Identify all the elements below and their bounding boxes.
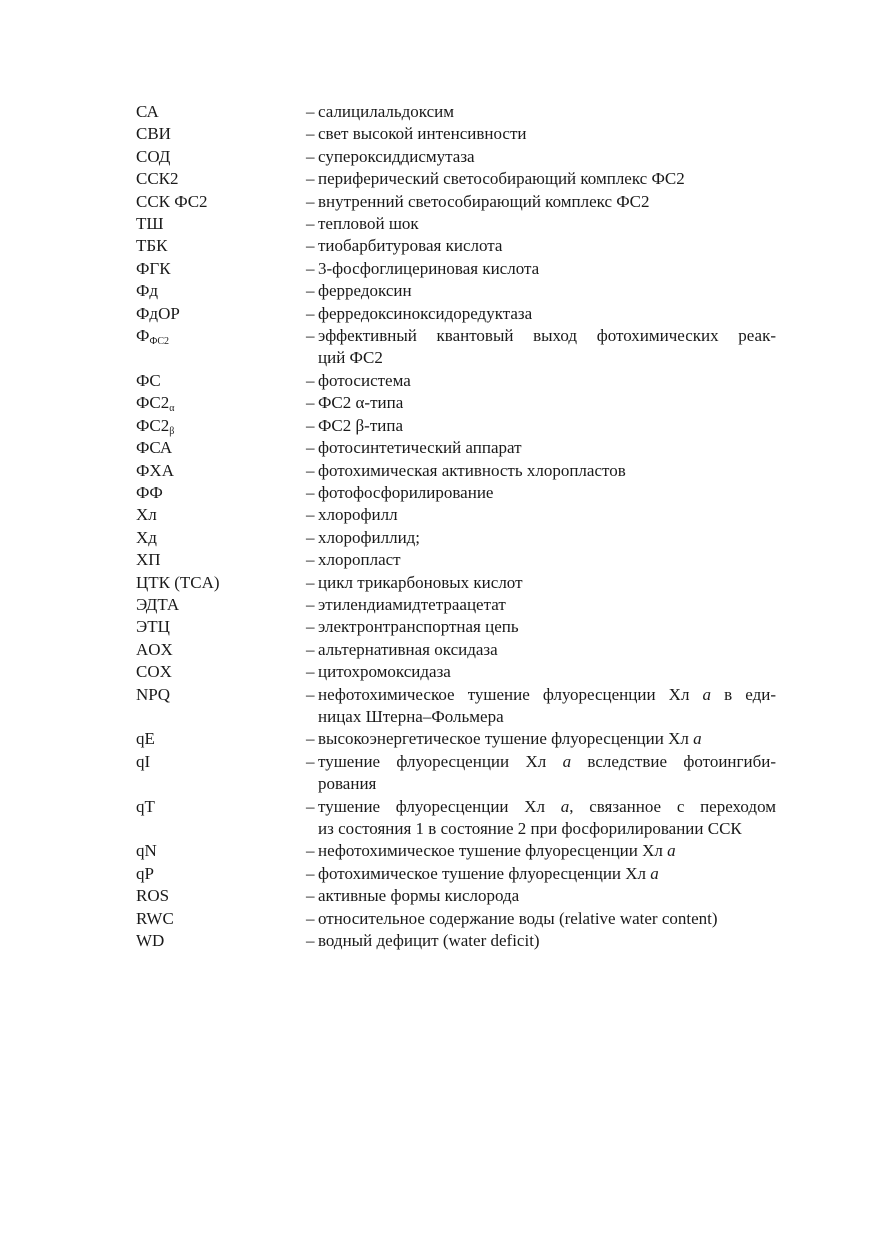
definition-text <box>318 684 776 729</box>
abbreviation-row <box>136 123 776 145</box>
definition-dash: – <box>306 482 315 502</box>
abbreviation-term <box>136 684 306 706</box>
abbreviation-definition <box>306 930 776 952</box>
abbreviation-definition <box>306 639 776 661</box>
definition-dash: – <box>306 863 315 883</box>
definition-text <box>318 504 776 526</box>
abbreviation-row <box>136 235 776 257</box>
abbreviation-term <box>136 885 306 907</box>
abbreviation-definition <box>306 482 776 504</box>
abbreviation-row <box>136 415 776 437</box>
abbreviation-subscript: ФС2 <box>149 336 170 348</box>
definition-text-part: 3-фосфоглицериновая кислота <box>318 258 540 278</box>
abbreviation-row <box>136 303 776 325</box>
abbreviation-definition <box>306 213 776 235</box>
abbreviation-subscript: α <box>169 403 175 415</box>
definition-line <box>318 527 776 549</box>
definition-text <box>318 661 776 683</box>
definition-line <box>318 370 776 392</box>
definition-dash: – <box>306 617 315 637</box>
abbreviation-term-text: AOX <box>136 639 173 659</box>
definition-continuation-line: рования <box>318 774 377 794</box>
abbreviation-row <box>136 101 776 123</box>
definition-text-part: свет высокой интенсивности <box>318 124 527 144</box>
definition-text-part: тушение флуоресценции Хл <box>318 751 563 771</box>
abbreviation-term-text: СОД <box>136 146 171 166</box>
abbreviation-row <box>136 460 776 482</box>
abbreviation-term <box>136 616 306 638</box>
abbreviation-row <box>136 549 776 571</box>
abbreviation-term-text: RWC <box>136 908 174 928</box>
definition-line <box>318 392 776 414</box>
abbreviation-row <box>136 370 776 392</box>
definition-text-part: внутренний светособирающий комплекс ФС2 <box>318 191 650 211</box>
abbreviation-term-text: ФГК <box>136 258 171 278</box>
definition-dash: – <box>306 102 315 121</box>
definition-line <box>318 482 776 504</box>
abbreviation-row <box>136 437 776 459</box>
definition-dash: – <box>306 751 315 771</box>
definition-text <box>318 549 776 571</box>
definition-line <box>318 572 776 594</box>
definition-italic-symbol: a <box>702 684 712 704</box>
definition-italic-symbol: a <box>650 863 659 883</box>
definition-line <box>318 908 776 930</box>
definition-dash: – <box>306 662 315 682</box>
definition-text-part: , связанное с переходом <box>569 796 776 816</box>
abbreviation-term <box>136 392 306 414</box>
abbreviation-definition <box>306 572 776 594</box>
definition-text <box>318 863 776 885</box>
abbreviation-definition <box>306 325 776 370</box>
definition-text <box>318 101 776 123</box>
abbreviation-term <box>136 258 306 280</box>
abbreviation-row <box>136 258 776 280</box>
definition-dash: – <box>306 460 315 480</box>
definition-dash: – <box>306 438 315 458</box>
abbreviation-definition <box>306 549 776 571</box>
definition-line <box>318 460 776 482</box>
abbreviation-definition <box>306 661 776 683</box>
definition-line <box>318 235 776 257</box>
definition-text <box>318 572 776 594</box>
definition-continuation-line: ницах Штерна–Фольмера <box>318 706 504 726</box>
definition-text-part: этилендиамидтетраацетат <box>318 594 506 614</box>
definition-dash: – <box>306 191 315 211</box>
abbreviation-row <box>136 684 776 729</box>
definition-dash: – <box>306 258 315 278</box>
definition-text-part: периферический светособирающий комплекс ФС2 <box>318 169 685 189</box>
definition-text-part: в еди- <box>711 684 776 704</box>
definition-text-part: супероксиддисмутаза <box>318 146 475 166</box>
abbreviation-row <box>136 751 776 796</box>
abbreviation-term <box>136 639 306 661</box>
abbreviation-term-text: Фд <box>136 281 159 301</box>
abbreviation-definition <box>306 840 776 862</box>
abbreviation-term-text: ТБК <box>136 236 168 256</box>
abbreviation-row <box>136 639 776 661</box>
definition-dash: – <box>306 326 315 346</box>
abbreviation-term <box>136 482 306 504</box>
abbreviation-term <box>136 146 306 168</box>
definition-line <box>318 840 776 862</box>
definition-text-part: относительное содержание воды (relative water content) <box>318 908 718 928</box>
definition-text-part: тепловой шок <box>318 214 419 234</box>
abbreviation-term <box>136 527 306 549</box>
definition-text <box>318 437 776 459</box>
abbreviation-term <box>136 751 306 773</box>
abbreviation-definition <box>306 863 776 885</box>
abbreviation-row <box>136 392 776 414</box>
abbreviation-term <box>136 908 306 930</box>
definition-dash: – <box>306 236 315 256</box>
abbreviation-term <box>136 549 306 571</box>
abbreviation-row <box>136 840 776 862</box>
abbreviation-term-text: WD <box>136 931 165 951</box>
definition-text-part: хлорофиллид; <box>318 527 421 547</box>
definition-text-part: эффективный квантовый выход фотохимических реак- <box>318 326 776 346</box>
abbreviation-term <box>136 280 306 302</box>
abbreviation-term-text: Хл <box>136 505 157 525</box>
abbreviation-term-text: qI <box>136 751 151 771</box>
definition-line <box>318 616 776 638</box>
abbreviation-list <box>136 101 776 952</box>
abbreviation-term-text: ЭДТА <box>136 594 180 614</box>
definition-line <box>318 191 776 213</box>
definition-text-part: фотохимическое тушение флуоресценции Хл <box>318 863 651 883</box>
definition-text-part: салицилальдоксим <box>318 102 455 121</box>
definition-text <box>318 258 776 280</box>
abbreviation-term-text: Ф <box>136 326 150 346</box>
abbreviation-definition <box>306 280 776 302</box>
abbreviation-term <box>136 840 306 862</box>
definition-line <box>318 863 776 885</box>
definition-continuation-line: из состояния 1 в состояние 2 при фосфорилировании ССК <box>318 819 742 838</box>
definition-text <box>318 728 776 750</box>
definition-dash: – <box>306 505 315 525</box>
definition-text-part: ферредоксин <box>318 281 412 301</box>
abbreviation-term-text: ФФ <box>136 482 163 502</box>
definition-line <box>318 325 776 347</box>
definition-line <box>318 885 776 907</box>
abbreviation-term <box>136 504 306 526</box>
definition-text-part: хлорофилл <box>318 505 398 525</box>
definition-line <box>318 303 776 325</box>
definition-line <box>318 213 776 235</box>
abbreviation-term-text: ФС <box>136 370 161 390</box>
abbreviation-term <box>136 863 306 885</box>
definition-dash: – <box>306 594 315 614</box>
abbreviation-definition <box>306 728 776 750</box>
abbreviation-definition <box>306 751 776 796</box>
abbreviation-definition <box>306 460 776 482</box>
definition-dash: – <box>306 415 315 435</box>
definition-text <box>318 191 776 213</box>
definition-text-part: цитохромоксидаза <box>318 662 451 682</box>
abbreviation-row <box>136 527 776 549</box>
abbreviation-term-text: COX <box>136 662 172 682</box>
definition-line <box>318 101 776 123</box>
abbreviation-term-text: ФХА <box>136 460 174 480</box>
definition-dash: – <box>306 281 315 301</box>
definition-dash: – <box>306 729 315 749</box>
abbreviation-term-text: ROS <box>136 886 170 906</box>
abbreviation-definition <box>306 235 776 257</box>
definition-dash: – <box>306 169 315 189</box>
abbreviation-definition <box>306 796 776 841</box>
abbreviation-term-text: ФС2 <box>136 393 170 413</box>
definition-line <box>318 549 776 571</box>
abbreviation-definition <box>306 885 776 907</box>
definition-line <box>318 594 776 616</box>
definition-text-part: фотосистема <box>318 370 411 390</box>
abbreviation-term-text: NPQ <box>136 684 171 704</box>
definition-dash: – <box>306 146 315 166</box>
definition-line <box>318 504 776 526</box>
definition-text-part: тушение флуоресценции Хл <box>318 796 561 816</box>
abbreviation-term <box>136 101 306 123</box>
abbreviation-term <box>136 460 306 482</box>
definition-text-part: активные формы кислорода <box>318 886 520 906</box>
definition-text <box>318 280 776 302</box>
definition-text-part: электронтранспортная цепь <box>318 617 519 637</box>
definition-text-part: цикл трикарбоновых кислот <box>318 572 523 592</box>
definition-text <box>318 908 776 930</box>
abbreviation-term <box>136 930 306 952</box>
definition-text <box>318 146 776 168</box>
definition-dash: – <box>306 550 315 570</box>
abbreviation-term <box>136 303 306 325</box>
definition-italic-symbol: a <box>693 729 702 749</box>
abbreviation-row <box>136 661 776 683</box>
definition-line <box>318 258 776 280</box>
abbreviation-definition <box>306 191 776 213</box>
abbreviation-row <box>136 616 776 638</box>
abbreviation-term-text: ССК ФС2 <box>136 191 208 211</box>
abbreviation-row <box>136 594 776 616</box>
definition-text <box>318 796 776 841</box>
abbreviation-term-text: ФСА <box>136 438 173 458</box>
abbreviation-row <box>136 572 776 594</box>
definition-text <box>318 639 776 661</box>
definition-line <box>318 639 776 661</box>
abbreviation-definition <box>306 437 776 459</box>
definition-dash: – <box>306 370 315 390</box>
abbreviation-term <box>136 728 306 750</box>
definition-line <box>318 796 776 818</box>
abbreviation-term-text: ХП <box>136 550 161 570</box>
definition-text-part: ФС2 α-типа <box>318 393 404 413</box>
abbreviation-definition <box>306 504 776 526</box>
abbreviation-term-text: ТШ <box>136 214 164 234</box>
definition-text <box>318 594 776 616</box>
abbreviation-term <box>136 191 306 213</box>
abbreviation-definition <box>306 303 776 325</box>
abbreviation-term <box>136 415 306 437</box>
abbreviation-row <box>136 885 776 907</box>
abbreviation-term <box>136 168 306 190</box>
definition-text <box>318 325 776 370</box>
definition-line <box>318 751 776 773</box>
definition-text <box>318 751 776 796</box>
definition-text <box>318 392 776 414</box>
abbreviation-row <box>136 191 776 213</box>
abbreviation-term <box>136 123 306 145</box>
definition-text <box>318 235 776 257</box>
abbreviation-row <box>136 930 776 952</box>
abbreviation-subscript: β <box>169 425 175 437</box>
definition-text-part: фотофосфорилирование <box>318 482 494 502</box>
abbreviation-row <box>136 168 776 190</box>
abbreviation-row <box>136 728 776 750</box>
definition-text-part: высокоэнергетическое тушение флуоресценции Хл <box>318 729 694 749</box>
definition-line <box>318 661 776 683</box>
abbreviation-term-text: qN <box>136 841 157 861</box>
definition-dash: – <box>306 841 315 861</box>
definition-line <box>318 437 776 459</box>
abbreviation-term-text: ЦТК (TCA) <box>136 572 220 592</box>
definition-text <box>318 885 776 907</box>
definition-text-part: тиобарбитуровая кислота <box>318 236 503 256</box>
abbreviation-term <box>136 437 306 459</box>
abbreviation-definition <box>306 616 776 638</box>
definition-text <box>318 123 776 145</box>
definition-italic-symbol: a <box>667 841 676 861</box>
abbreviation-definition <box>306 392 776 414</box>
definition-line <box>318 415 776 437</box>
definition-dash: – <box>306 124 315 144</box>
definition-dash: – <box>306 684 315 704</box>
definition-text <box>318 616 776 638</box>
definition-text <box>318 168 776 190</box>
definition-text <box>318 303 776 325</box>
abbreviation-term <box>136 213 306 235</box>
abbreviation-term <box>136 235 306 257</box>
abbreviation-row <box>136 280 776 302</box>
definition-text-part: альтернативная оксидаза <box>318 639 498 659</box>
abbreviation-definition <box>306 415 776 437</box>
abbreviation-definition <box>306 684 776 729</box>
abbreviation-definition <box>306 123 776 145</box>
definition-text-part: водный дефицит (water deficit) <box>318 931 540 951</box>
abbreviation-term-text: ФС2 <box>136 415 170 435</box>
abbreviation-term <box>136 594 306 616</box>
definition-italic-symbol: a <box>562 751 572 771</box>
abbreviation-row <box>136 504 776 526</box>
definition-line <box>318 168 776 190</box>
definition-dash: – <box>306 527 315 547</box>
definition-text <box>318 482 776 504</box>
abbreviation-row <box>136 863 776 885</box>
abbreviation-term-text: ЭТЦ <box>136 617 170 637</box>
abbreviation-row <box>136 796 776 841</box>
abbreviation-term <box>136 661 306 683</box>
definition-text-part: фотохимическая активность хлоропластов <box>318 460 626 480</box>
definition-dash: – <box>306 303 315 323</box>
abbreviation-term-text: qE <box>136 729 155 749</box>
definition-dash: – <box>306 572 315 592</box>
abbreviation-definition <box>306 146 776 168</box>
abbreviation-row <box>136 146 776 168</box>
definition-dash: – <box>306 393 315 413</box>
abbreviation-term <box>136 370 306 392</box>
abbreviation-term <box>136 796 306 818</box>
abbreviation-term-text: ФдОР <box>136 303 180 323</box>
abbreviation-definition <box>306 908 776 930</box>
abbreviation-term-text: СВИ <box>136 124 171 144</box>
definition-dash: – <box>306 796 315 816</box>
definition-line <box>318 728 776 750</box>
definition-text-part: фотосинтетический аппарат <box>318 438 522 458</box>
definition-text <box>318 840 776 862</box>
definition-line <box>318 123 776 145</box>
abbreviation-definition <box>306 258 776 280</box>
abbreviation-term-text: Хд <box>136 527 157 547</box>
definition-text <box>318 930 776 952</box>
abbreviation-definition <box>306 101 776 123</box>
abbreviation-row <box>136 325 776 370</box>
definition-text-part: вследствие фотоингиби- <box>571 751 777 771</box>
definition-dash: – <box>306 931 315 951</box>
definition-dash: – <box>306 886 315 906</box>
abbreviation-row <box>136 482 776 504</box>
definition-text-part: ферредоксиноксидоредуктаза <box>318 303 533 323</box>
definition-text <box>318 213 776 235</box>
definition-line <box>318 280 776 302</box>
definition-text <box>318 370 776 392</box>
definition-line <box>318 146 776 168</box>
abbreviation-term <box>136 325 306 347</box>
definition-dash: – <box>306 639 315 659</box>
definition-text-part: нефотохимическое тушение флуоресценции Хл <box>318 684 703 704</box>
abbreviation-term-text: qT <box>136 796 155 816</box>
definition-continuation-line: ций ФС2 <box>318 348 383 368</box>
definition-line <box>318 930 776 952</box>
definition-text <box>318 527 776 549</box>
abbreviation-term-text: ССК2 <box>136 169 179 189</box>
definition-dash: – <box>306 908 315 928</box>
abbreviation-definition <box>306 594 776 616</box>
abbreviation-row <box>136 213 776 235</box>
abbreviation-definition <box>306 370 776 392</box>
definition-italic-symbol: a <box>560 796 570 816</box>
definition-text-part: нефотохимическое тушение флуоресценции Хл <box>318 841 668 861</box>
abbreviation-definition <box>306 168 776 190</box>
abbreviation-definition <box>306 527 776 549</box>
abbreviation-term-text: СА <box>136 102 159 121</box>
definition-text-part: ФС2 β-типа <box>318 415 403 435</box>
definition-line <box>318 684 776 706</box>
definition-text <box>318 460 776 482</box>
abbreviation-term-text: qP <box>136 863 154 883</box>
definition-dash: – <box>306 214 315 234</box>
abbreviation-term <box>136 572 306 594</box>
definition-text <box>318 415 776 437</box>
definition-text-part: хлоропласт <box>318 550 401 570</box>
abbreviation-row <box>136 908 776 930</box>
